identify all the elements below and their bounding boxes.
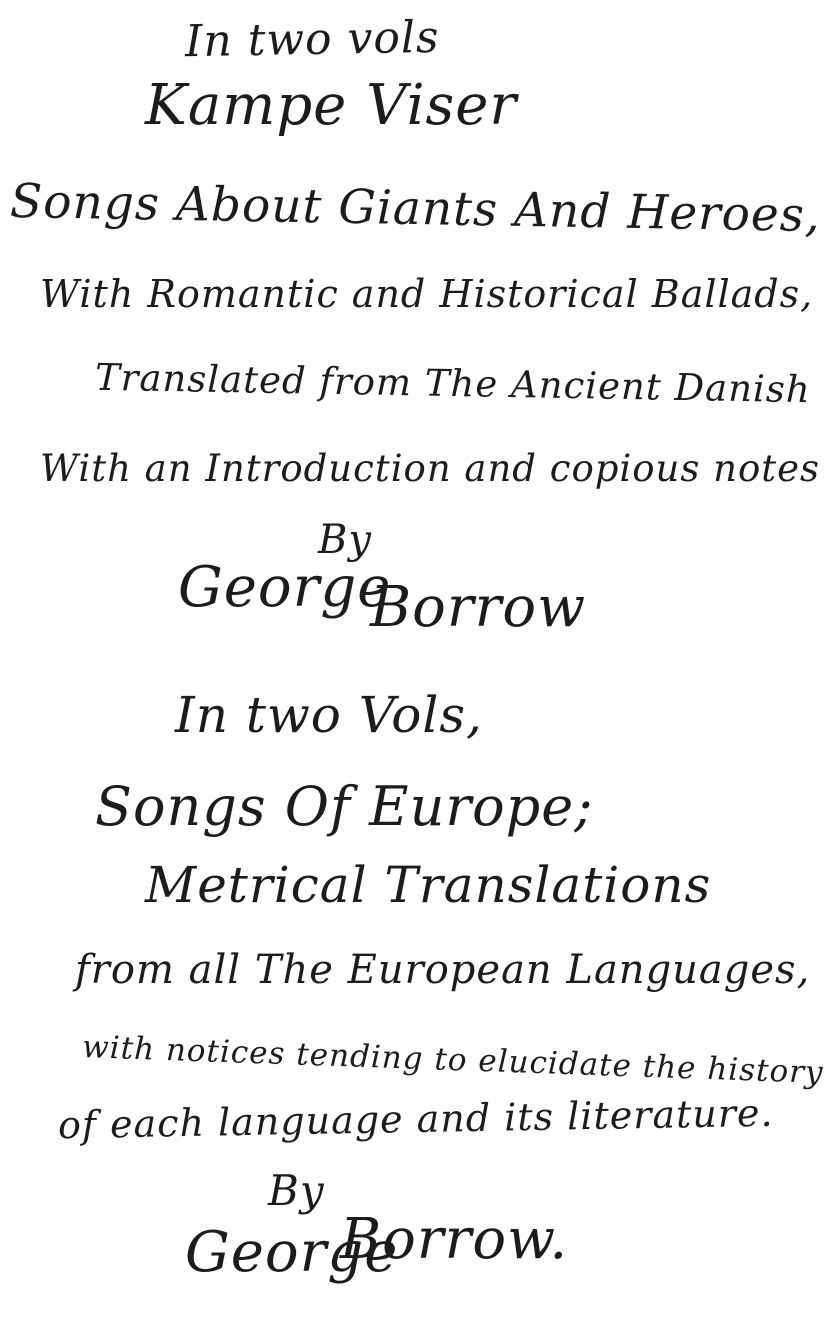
vol1-subtitle-line-4: With an Introduction and copious notes <box>40 447 820 490</box>
vol2-subtitle-line-3: with notices tending to elucidate the history <box>81 1029 825 1091</box>
vol2-subtitle-line-1: Metrical Translations <box>145 856 712 914</box>
vol2-subtitle-line-2: from all The European Languages, <box>75 947 811 993</box>
vol2-subtitle-line-4: of each language and its literature. <box>57 1090 774 1148</box>
vol1-subtitle-line-2: With Romantic and Historical Ballads, <box>40 272 814 316</box>
vol1-author-last: Borrow <box>370 575 587 640</box>
vol2-author-last: Borrow. <box>340 1207 569 1272</box>
vol2-title: Songs Of Europe; <box>95 775 594 838</box>
vol2-edition-note: In two Vols, <box>175 686 483 744</box>
vol1-edition-note: In two vols <box>184 11 440 68</box>
vol1-title: Kampe Viser <box>145 73 518 138</box>
vol1-by: By <box>318 517 372 563</box>
vol1-subtitle-line-1: Songs About Giants And Heroes, <box>9 173 822 244</box>
vol2-by: By <box>268 1166 325 1215</box>
vol1-author-first: George <box>178 555 392 620</box>
vol1-subtitle-line-3: Translated from The Ancient Danish <box>94 355 812 412</box>
vol2-author-first: George <box>185 1220 399 1285</box>
